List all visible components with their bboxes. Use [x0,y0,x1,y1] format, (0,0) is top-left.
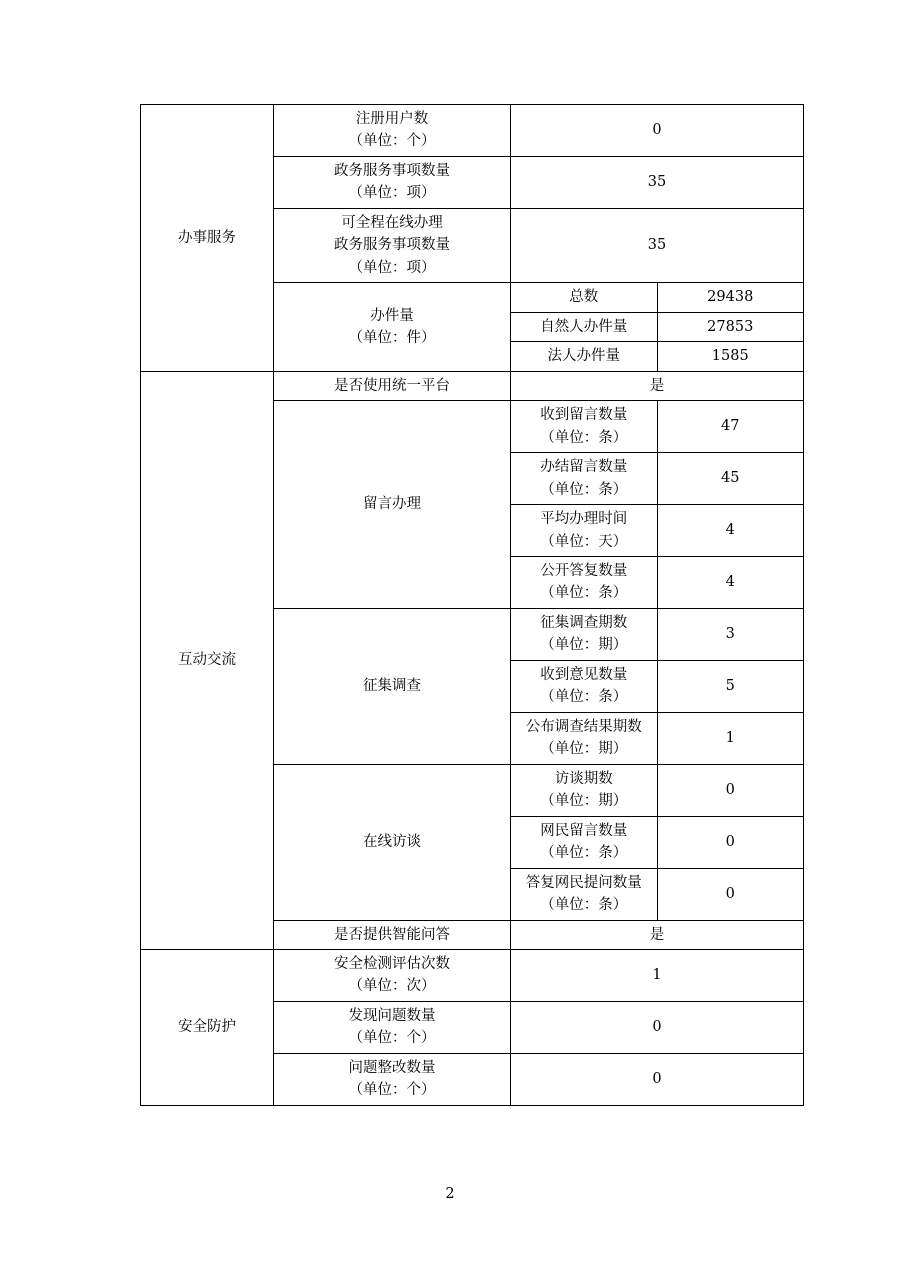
category-label: 互动交流 [178,652,236,669]
item-cell [274,371,511,400]
subitem-cell [511,312,658,341]
value-text: 35 [647,174,667,191]
subitem-unit-line: （单位：条） [540,897,628,914]
value-text: 29438 [707,289,754,306]
value-cell [511,208,804,282]
value-text: 4 [725,574,735,591]
subitem-label-line: 公布调查结果期数 [525,718,642,735]
value-cell [657,453,804,505]
value-text: 0 [725,833,735,850]
subitem-cell [511,816,658,868]
value-cell [657,312,804,341]
value-cell [657,868,804,920]
subitem-unit-line: （单位：天） [540,533,628,550]
subitem-label-line: 答复网民提问数量 [525,874,642,891]
subitem-label-line: 自然人办件量 [540,318,628,335]
item-label-line: 注册用户数 [355,111,429,127]
subitem-cell [511,660,658,712]
category-label: 办事服务 [178,229,236,246]
subitem-label-line: 收到留言数量 [540,407,628,424]
category-cell-interaction [141,371,274,949]
item-label-line: 是否提供智能问答 [334,926,450,943]
item-cell [274,1053,511,1105]
item-cell [274,401,511,609]
subitem-unit-line: （单位：条） [540,845,628,862]
category-cell-security [141,950,274,1106]
item-cell [274,920,511,949]
category-label: 安全防护 [178,1019,236,1036]
subitem-cell [511,505,658,557]
subitem-unit-line: （单位：期） [540,637,628,654]
subitem-unit-line: （单位：条） [540,689,628,706]
value-cell [511,371,804,400]
item-label-line: 安全检测评估次数 [334,956,450,972]
value-text: 35 [647,237,667,254]
subitem-cell [511,764,658,816]
subitem-label-line: 总数 [569,289,599,306]
value-cell [657,401,804,453]
value-cell [657,660,804,712]
table-row [141,371,804,400]
category-cell-service [141,105,274,372]
value-cell [657,608,804,660]
value-text: 3 [725,626,735,643]
value-cell [657,712,804,764]
subitem-label-line: 收到意见数量 [540,666,628,683]
value-text: 是 [649,377,665,394]
subitem-unit-line: （单位：期） [540,793,628,810]
value-text: 0 [725,885,735,902]
item-label-line: 发现问题数量 [348,1007,436,1024]
value-text: 5 [725,678,735,695]
subitem-label-line: 网民留言数量 [540,822,628,839]
value-cell [511,1001,804,1053]
item-cell [274,208,511,282]
value-text: 4 [725,522,735,539]
subitem-label-line: 征集调查期数 [540,614,628,631]
value-text: 0 [652,1071,662,1088]
value-cell [657,556,804,608]
table-body [141,105,804,1106]
item-label-line: 问题整改数量 [348,1059,436,1076]
item-unit-line: （单位：个） [348,1030,436,1047]
subitem-cell [511,556,658,608]
value-cell [657,505,804,557]
subitem-label-line: 平均办理时间 [540,511,628,528]
value-cell [657,816,804,868]
value-cell [511,1053,804,1105]
table-row [141,950,804,1002]
value-text: 0 [652,122,662,139]
value-text: 1 [725,730,735,747]
value-text: 0 [652,1019,662,1036]
item-label-line: 政务服务事项数量 [334,162,450,179]
value-cell [657,342,804,371]
item-unit-line: （单位：项） [348,185,436,202]
subitem-cell [511,283,658,312]
item-cell [274,1001,511,1053]
value-cell [511,156,804,208]
value-cell [511,920,804,949]
subitem-label-line: 公开答复数量 [540,562,628,579]
subitem-cell [511,342,658,371]
subitem-label-line: 访谈期数 [554,770,613,787]
value-text: 45 [721,470,740,487]
subitem-unit-line: （单位：期） [540,741,628,758]
item-cell [274,950,511,1002]
item-label-line: 在线访谈 [363,833,421,850]
item-cell [274,283,511,371]
value-text: 1585 [711,348,749,365]
item-cell [274,764,511,920]
value-text: 27853 [707,318,754,335]
item-label-line: 可全程在线办理 [341,214,443,231]
subitem-cell [511,401,658,453]
item-cell [274,105,511,157]
subitem-unit-line: （单位：条） [540,429,628,446]
item-unit-line: （单位：个） [348,133,436,150]
value-cell [657,283,804,312]
subitem-label-line: 法人办件量 [547,348,620,365]
table-row [141,105,804,157]
value-text: 47 [721,418,740,435]
subitem-cell [511,453,658,505]
item-unit-line: （单位：个） [348,1082,436,1099]
subitem-cell [511,868,658,920]
subitem-cell [511,608,658,660]
value-text: 1 [652,967,662,984]
subitem-label-line: 办结留言数量 [540,459,628,476]
item-label-line: 是否使用统一平台 [334,377,450,394]
government-website-statistics-table [140,104,788,1106]
subitem-unit-line: （单位：条） [540,585,628,602]
item-label-line: 征集调查 [363,678,421,695]
item-unit-line: （单位：件） [348,329,436,346]
item-unit-line: （单位：次） [348,978,436,995]
subitem-cell [511,712,658,764]
report-table [140,104,804,1106]
item-label-line-2: 政务服务事项数量 [334,237,450,254]
item-label-line: 办件量 [370,307,414,324]
item-label-line: 留言办理 [363,496,421,513]
value-cell [511,105,804,157]
value-cell [657,764,804,816]
item-unit-line: （单位：项） [348,259,436,276]
item-cell [274,608,511,764]
page-number: 2 [445,1186,455,1202]
value-cell [511,950,804,1002]
value-text: 是 [649,926,665,943]
subitem-unit-line: （单位：条） [540,481,628,498]
value-text: 0 [725,781,735,798]
item-cell [274,156,511,208]
